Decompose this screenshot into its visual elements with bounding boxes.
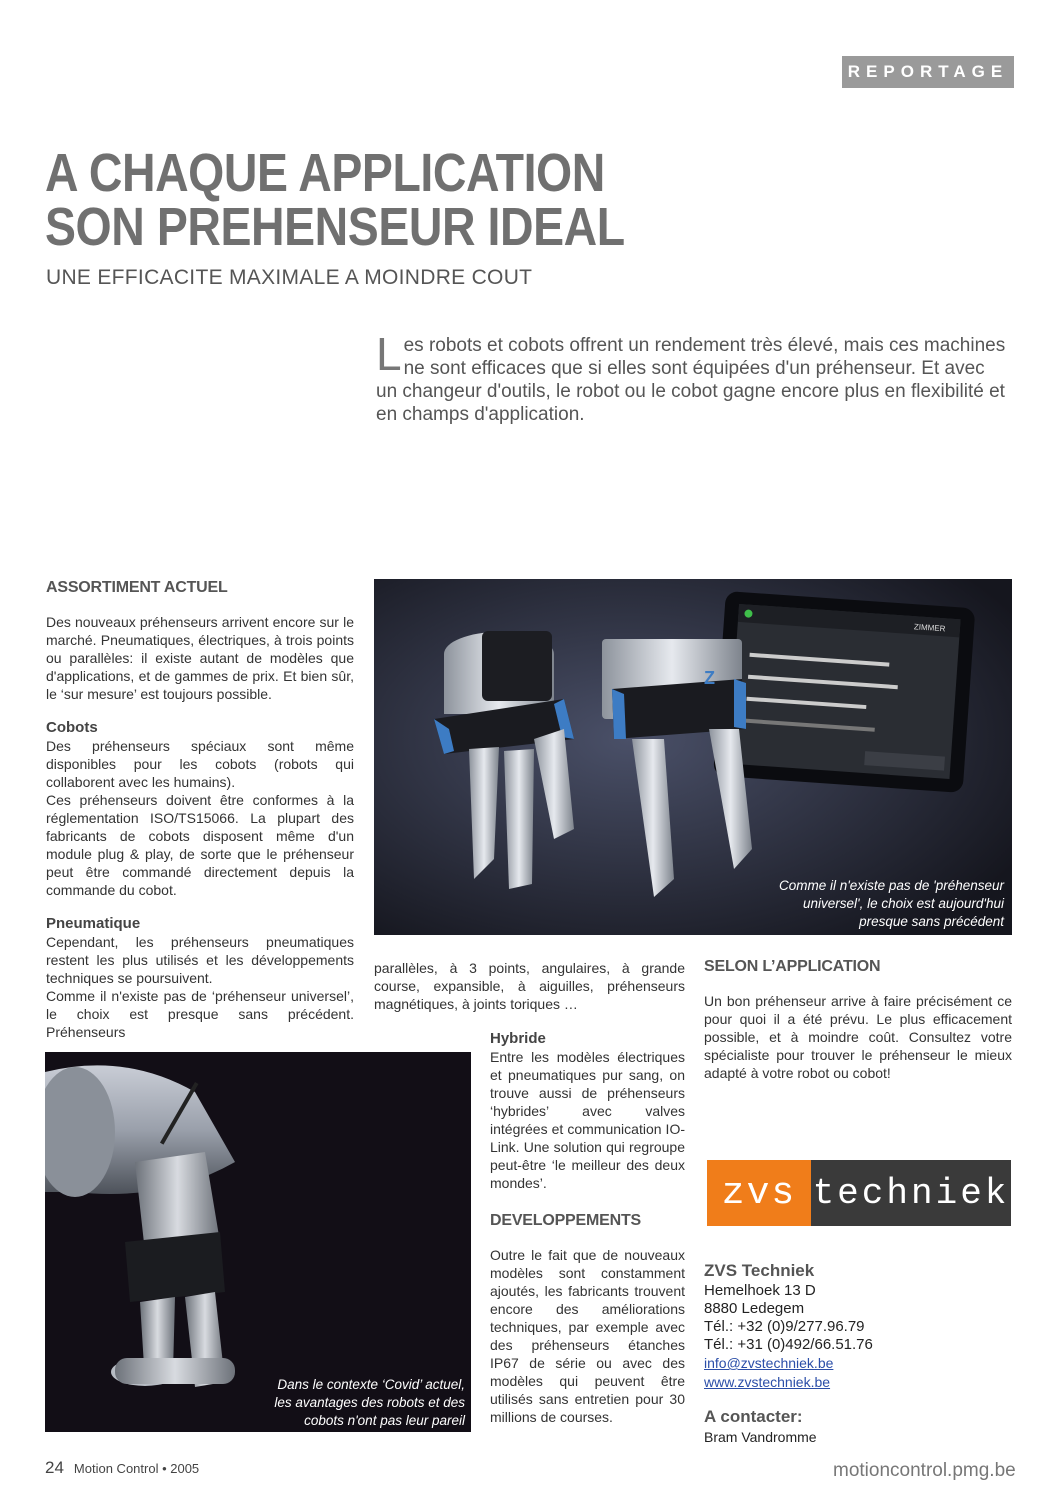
heading-assortiment: ASSORTIMENT ACTUEL [46, 579, 228, 596]
heading-selon-application: SELON L’APPLICATION [704, 958, 881, 975]
cobot-illustration [45, 1052, 471, 1432]
footer-website: motioncontrol.pmg.be [833, 1460, 1016, 1481]
gripper-logo: Z [704, 668, 715, 688]
footer-left [45, 1458, 199, 1478]
heading-cobots: Cobots [46, 719, 98, 736]
title-line-2: SON PREHENSEUR IDEAL [45, 197, 625, 257]
contact-label: A contacter: [704, 1407, 803, 1426]
heading-developpements: DEVELOPPEMENTS [490, 1212, 642, 1229]
photo-caption [779, 877, 1004, 931]
address-city: 8880 Ledegem [704, 1300, 805, 1317]
paragraph: Des nouveaux préhenseurs arrivent encore sur le marché. Pneumatiques, électriques, à trois points ou parallèles: il existe autant de modèles que d'applications, et de gammes de prix. Et bien sûr, le ‘sur mesure’ est toujours possible. [46, 614, 354, 702]
cobot-photo [45, 1052, 471, 1432]
paragraph: Un bon préhenseur arrive à faire précisément ce pour quoi il a été prévu. Le plus efficacement possible, et à moindre coût. Consultez votre spécialiste pour trouver le préhenseur le mieux adapté à votre robot ou cobot! [704, 993, 1012, 1081]
caption-line: Dans le contexte ‘Covid’ actuel, [277, 1377, 465, 1392]
address-street: Hemelhoek 13 D [704, 1282, 816, 1299]
phone-1: Tél.: +32 (0)9/277.96.79 [704, 1318, 865, 1335]
caption-line: cobots n'ont pas leur pareil [304, 1413, 465, 1428]
section-tag: REPORTAGE [842, 56, 1014, 88]
column-3 [704, 958, 1012, 1082]
caption-line: Comme il n'existe pas de 'préhenseur [778, 878, 1004, 893]
gripper-photo [374, 579, 1012, 935]
caption-line: les avantages des robots et des [274, 1395, 465, 1410]
tablet-brand: ZIMMER [913, 622, 946, 634]
heading-hybride: Hybride [490, 1030, 546, 1047]
lead-text: es robots et cobots offrent un rendement très élevé, mais ces machines ne sont efficaces que si elles sont équipées d'un préhenseur. Et avec un changeur d'outils, le robot ou le cobot gagne encore plus en flexibilité et en champs d'application. [376, 335, 1006, 425]
drop-cap: L [376, 328, 402, 380]
paragraph: Ces préhenseurs doivent être conformes à la réglementation ISO/TS15066. La plupart des fabricants de cobots disposent même d'un module plug & play, de sorte que le préhenseur peut être commandé directement depuis la commande du cobot. [46, 792, 354, 898]
paragraph: Cependant, les préhenseurs pneumatiques restent les plus utilisés et les développements techniques se poursuivent. [46, 934, 354, 986]
column-2-top [374, 959, 685, 1013]
heading-pneumatique: Pneumatique [46, 915, 141, 932]
logo-left: zvs [707, 1160, 811, 1226]
subtitle: UNE EFFICACITE MAXIMALE A MOINDRE COUT [46, 266, 533, 289]
logo-right: techniek [811, 1160, 1011, 1226]
caption-line: presque sans précédent [859, 914, 1004, 929]
caption-line: universel', le choix est aujourd'hui [802, 896, 1004, 911]
title-line-1: A CHAQUE APPLICATION [45, 143, 605, 203]
lead-paragraph [376, 328, 1008, 426]
page-number: 24 [45, 1458, 64, 1477]
website-link[interactable]: www.zvstechniek.be [704, 1374, 831, 1390]
contact-person: Bram Vandromme [704, 1429, 817, 1445]
paragraph: Comme il n'existe pas de ‘préhenseur universel’, le choix est presque sans précédent. Préhenseurs [46, 988, 354, 1040]
column-2 [490, 1030, 685, 1426]
paragraph: Outre le fait que de nouveaux modèles sont constamment ajoutés, les fabricants trouvent encore des améliorations techniques, par exemple avec des préhenseurs étanches IP67 de série ou avec des modèles qui peuvent être utilisés sans entretien pour 30 millions de courses. [490, 1247, 685, 1425]
page-title [45, 143, 647, 257]
company-name: ZVS Techniek [704, 1261, 815, 1280]
column-1 [46, 579, 354, 1041]
zvs-techniek-logo [707, 1160, 1011, 1226]
paragraph: Des préhenseurs spéciaux sont même disponibles pour les cobots (robots qui collaborent avec les humains). [46, 738, 354, 790]
contact-block [704, 1262, 873, 1446]
paragraph: Entre les modèles électriques et pneumatiques pur sang, on trouve aussi de préhenseurs ‘hybrides’ avec valves intégrées et communication IO-Link. Une solution qui regroupe peut-être ‘le meilleur des deux mondes’. [490, 1049, 685, 1191]
paragraph: parallèles, à 3 points, angulaires, à grande course, expansible, à aiguilles, préhenseurs magnétiques, à joints toriques … [374, 960, 685, 1012]
email-link[interactable]: info@zvstechniek.be [704, 1355, 834, 1371]
photo-caption [274, 1376, 465, 1430]
phone-2: Tél.: +31 (0)492/66.51.76 [704, 1336, 873, 1353]
publication-name: Motion Control • 2005 [73, 1461, 200, 1476]
